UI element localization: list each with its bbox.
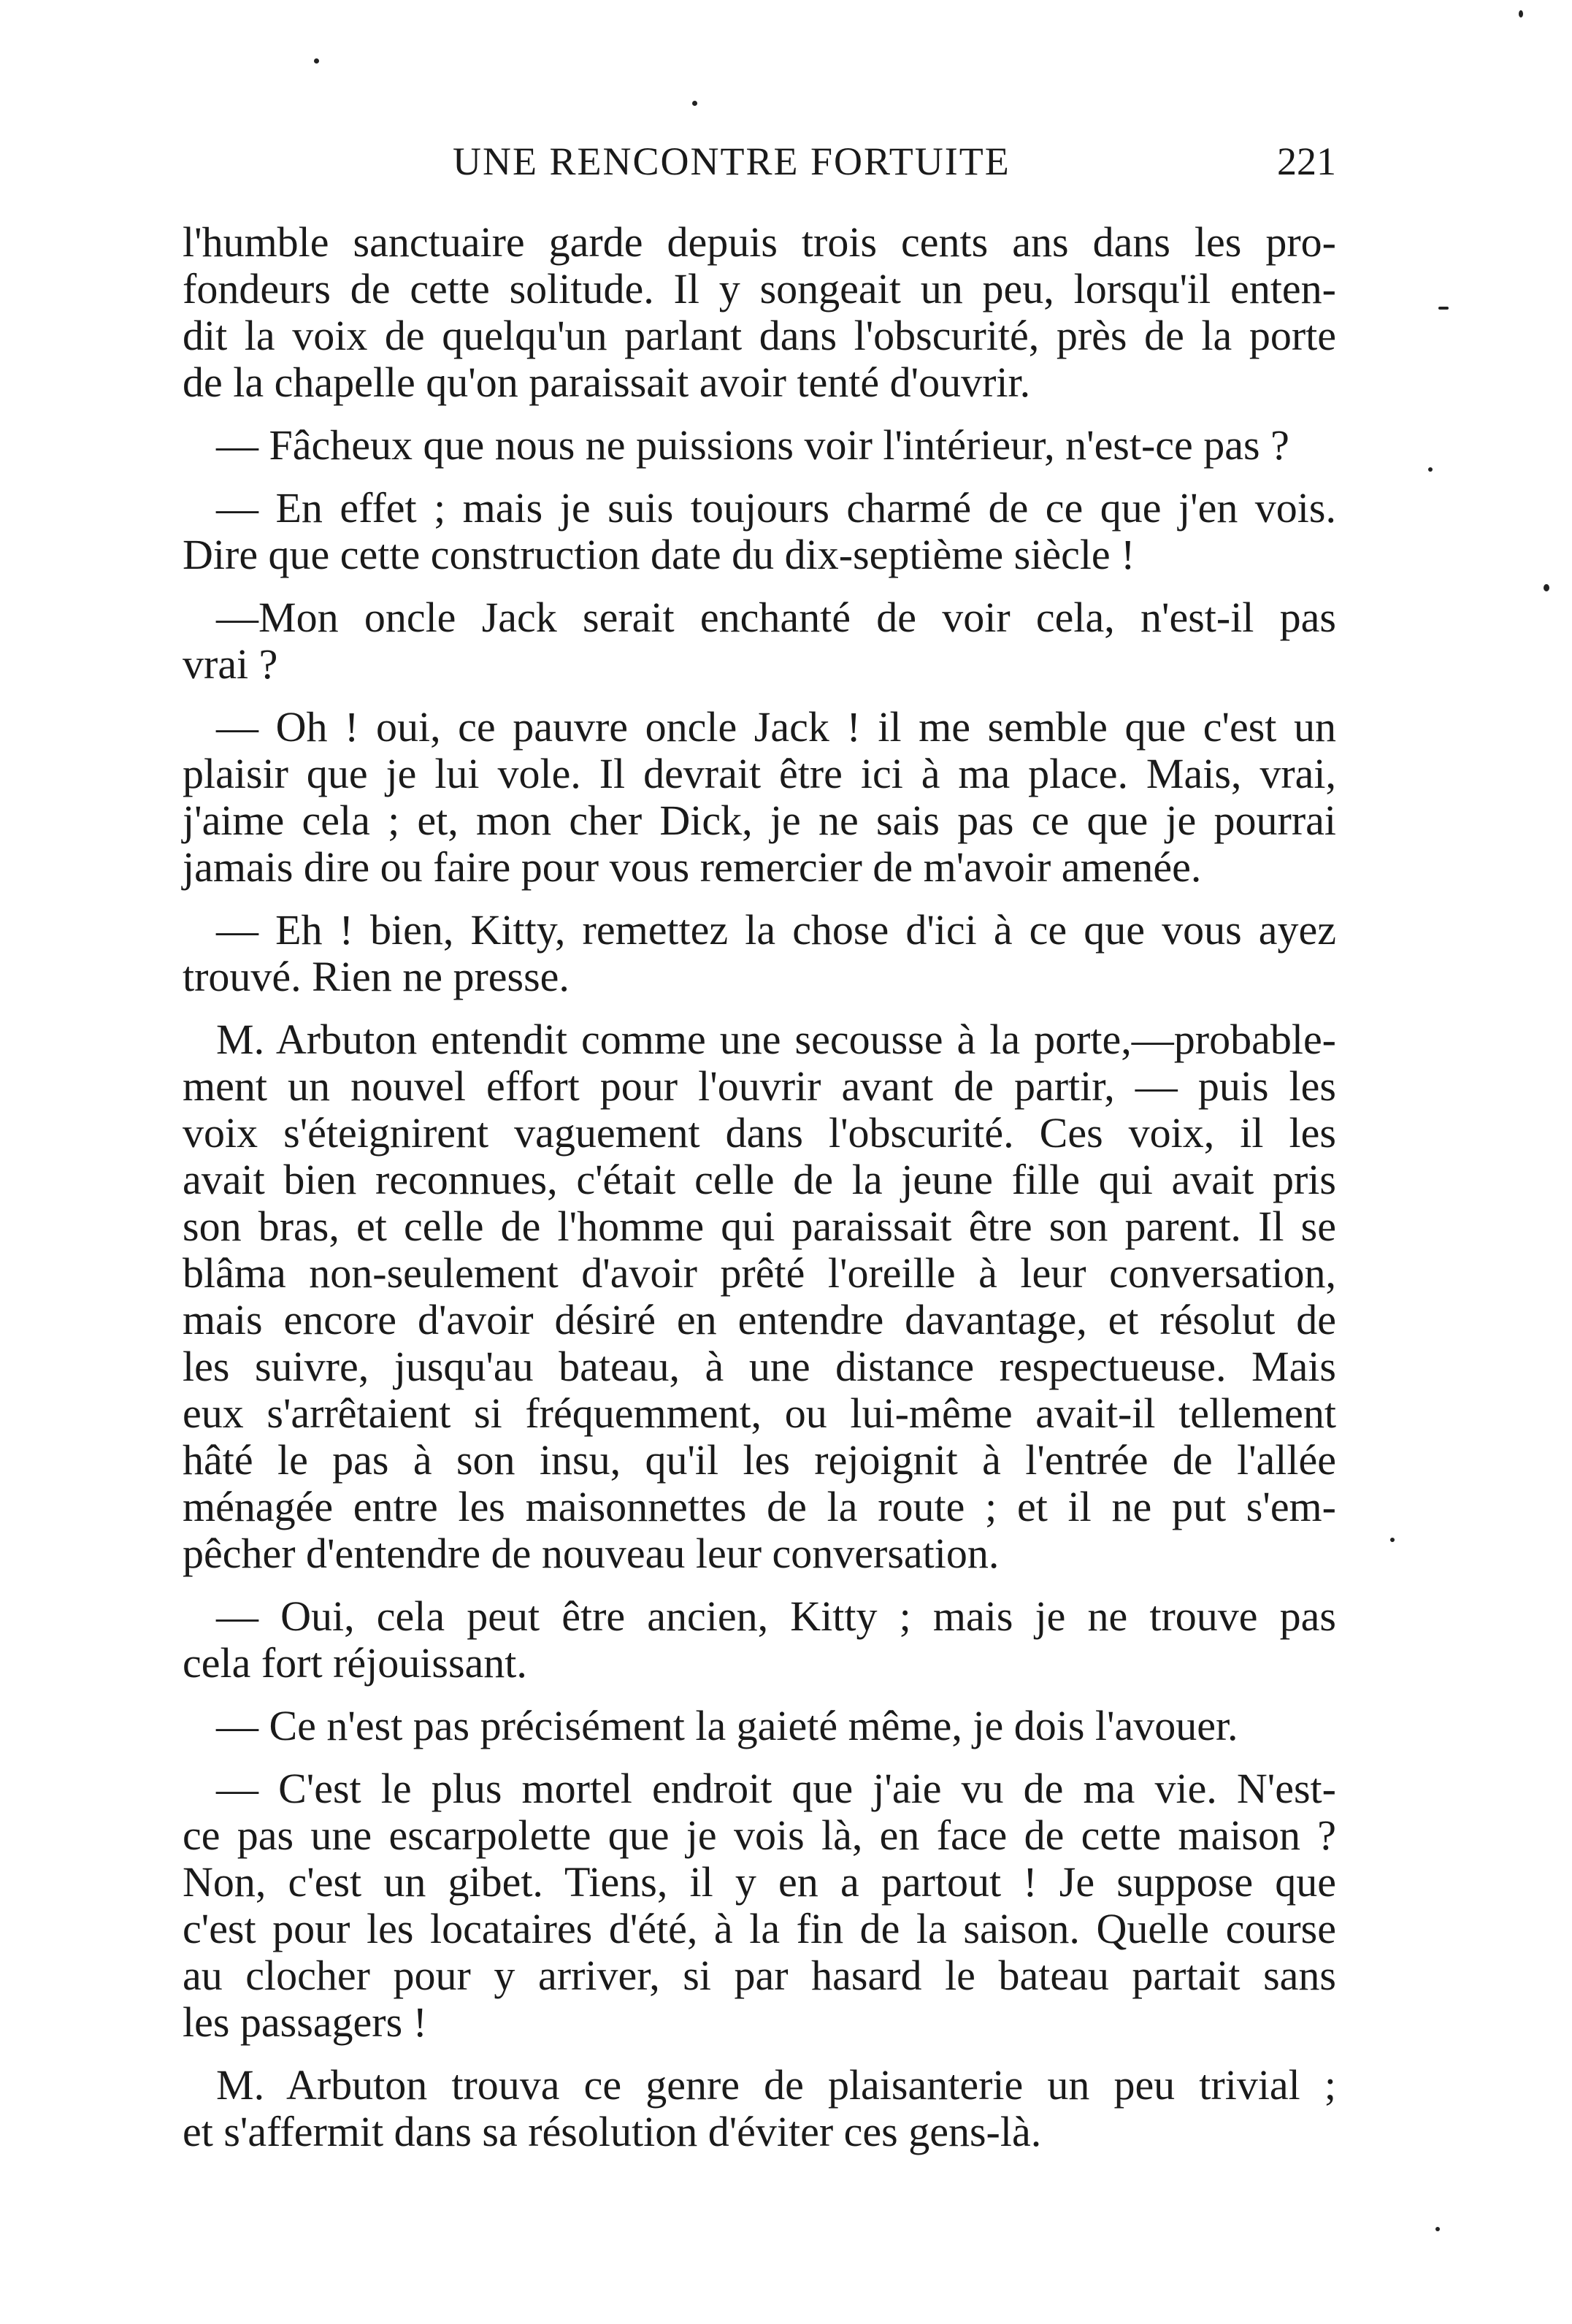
text-line: de la chapelle qu'on paraissait avoir tenté d'ouvrir.	[183, 358, 1031, 406]
text-line: — Oui, cela peut être ancien, Kitty ; mais je ne trouve pas	[216, 1592, 1336, 1640]
text-line: ment un nouvel effort pour l'ouvrir avant de partir, — puis les	[183, 1062, 1336, 1110]
paragraph	[183, 2062, 1336, 2155]
paragraph	[183, 1016, 1336, 1577]
running-title: UNE RENCONTRE FORTUITE	[453, 139, 1011, 183]
text-line: ce pas une escarpolette que je vois là, en face de cette maison ?	[183, 1811, 1336, 1859]
paragraph	[183, 594, 1336, 688]
text-line: —Mon oncle Jack serait enchanté de voir cela, n'est-il pas	[216, 594, 1336, 641]
paragraph	[183, 1703, 1336, 1749]
page-number: 221	[1277, 139, 1336, 183]
paragraph	[183, 1765, 1336, 2046]
text-line: voix s'éteignirent vaguement dans l'obscurité. Ces voix, il les	[183, 1109, 1336, 1157]
text-line: — En effet ; mais je suis toujours charmé de ce que j'en vois.	[216, 484, 1336, 532]
text-line: dit la voix de quelqu'un parlant dans l'obscurité, près de la porte	[183, 312, 1336, 359]
scan-speck	[1544, 584, 1549, 591]
scan-speck	[692, 101, 697, 106]
text-line: j'aime cela ; et, mon cher Dick, je ne sais pas ce que je pourrai	[183, 797, 1336, 844]
text-line: blâma non-seulement d'avoir prêté l'oreille à leur conversation,	[183, 1249, 1336, 1297]
text-line: cela fort réjouissant.	[183, 1639, 527, 1687]
paragraph	[183, 704, 1336, 891]
text-line: Non, c'est un gibet. Tiens, il y en a partout ! Je suppose que	[183, 1858, 1336, 1906]
text-line: M. Arbuton entendit comme une secousse à la porte,—probable-	[216, 1016, 1336, 1063]
text-line: jamais dire ou faire pour vous remercier de m'avoir amenée.	[183, 843, 1202, 891]
text-line: au clocher pour y arriver, si par hasard le bateau partait sans	[183, 1952, 1336, 1999]
text-line: et s'affermit dans sa résolution d'éviter ces gens-là.	[183, 2108, 1042, 2155]
text-line: les suivre, jusqu'au bateau, à une distance respectueuse. Mais	[183, 1343, 1336, 1390]
paragraph	[183, 1593, 1336, 1687]
scan-speck	[1428, 467, 1433, 472]
text-line: hâté le pas à son insu, qu'il les rejoignit à l'entrée de l'allée	[183, 1436, 1336, 1484]
text-line: — Oh ! oui, ce pauvre oncle Jack ! il me semble que c'est un	[216, 703, 1336, 751]
text-line: — C'est le plus mortel endroit que j'aie vu de ma vie. N'est-	[216, 1765, 1336, 1812]
paragraph	[183, 422, 1336, 469]
text-line: mais encore d'avoir désiré en entendre davantage, et résolut de	[183, 1296, 1336, 1343]
text-line: les passagers !	[183, 1998, 428, 2046]
page-header	[183, 139, 1336, 197]
scan-speck	[1519, 10, 1523, 18]
text-line: — Fâcheux que nous ne puissions voir l'intérieur, n'est-ce pas ?	[216, 421, 1289, 469]
paragraph	[183, 485, 1336, 578]
text-line: ménagée entre les maisonnettes de la route ; et il ne put s'em-	[183, 1483, 1336, 1530]
text-line: c'est pour les locataires d'été, à la fin de la saison. Quelle course	[183, 1905, 1336, 1952]
text-line: vrai ?	[183, 640, 278, 688]
scan-speck	[1435, 2227, 1440, 2231]
text-line: Dire que cette construction date du dix-septième siècle !	[183, 531, 1135, 578]
text-line: — Ce n'est pas précisément la gaieté même, je dois l'avouer.	[216, 1702, 1238, 1749]
scan-speck	[314, 58, 319, 64]
paragraph	[183, 219, 1336, 406]
scan-speck	[1438, 307, 1449, 310]
scan-speck	[1390, 1538, 1395, 1542]
text-line: l'humble sanctuaire garde depuis trois cents ans dans les pro-	[183, 218, 1336, 266]
text-line: son bras, et celle de l'homme qui paraissait être son parent. Il se	[183, 1203, 1336, 1250]
text-line: pêcher d'entendre de nouveau leur conversation.	[183, 1530, 1000, 1577]
text-line: eux s'arrêtaient si fréquemment, ou lui-même avait-il tellement	[183, 1389, 1336, 1437]
text-line: — Eh ! bien, Kitty, remettez la chose d'ici à ce que vous ayez	[216, 906, 1336, 954]
text-line: plaisir que je lui vole. Il devrait être ici à ma place. Mais, vrai,	[183, 750, 1336, 797]
body-text	[183, 219, 1336, 2155]
text-line: fondeurs de cette solitude. Il y songeait un peu, lorsqu'il enten-	[183, 265, 1336, 312]
text-line: M. Arbuton trouva ce genre de plaisanterie un peu trivial ;	[216, 2061, 1336, 2109]
paragraph	[183, 907, 1336, 1000]
text-line: avait bien reconnues, c'était celle de la jeune fille qui avait pris	[183, 1156, 1336, 1203]
text-line: trouvé. Rien ne presse.	[183, 953, 570, 1000]
